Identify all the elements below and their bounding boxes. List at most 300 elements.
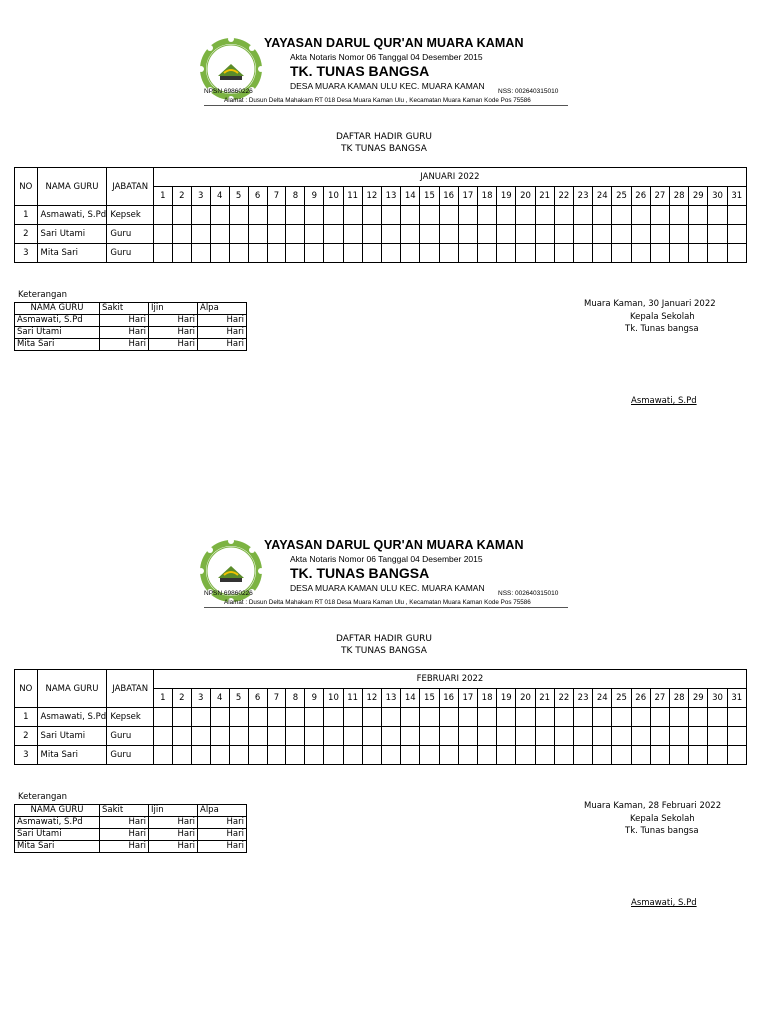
attendance-cell[interactable]	[305, 746, 324, 765]
teacher-no: 3	[15, 244, 38, 263]
attendance-cell[interactable]	[324, 727, 343, 746]
attendance-cell[interactable]	[305, 727, 324, 746]
letterhead-rule	[204, 105, 568, 106]
attendance-cell[interactable]	[497, 708, 516, 727]
attendance-cell[interactable]	[210, 244, 229, 263]
attendance-cell[interactable]	[708, 708, 727, 727]
attendance-cell[interactable]	[305, 206, 324, 225]
table-row	[15, 708, 747, 727]
document-title	[0, 131, 768, 155]
day-header: 21	[535, 187, 554, 206]
day-header: 15	[420, 187, 439, 206]
attendance-cell[interactable]	[727, 727, 746, 746]
keterangan-name: Asmawati, S.Pd	[15, 315, 100, 327]
keterangan-header-alpa: Alpa	[198, 805, 247, 817]
attendance-cell[interactable]	[554, 708, 573, 727]
day-header: 14	[401, 187, 420, 206]
attendance-cell[interactable]	[229, 206, 248, 225]
day-header: 6	[248, 187, 267, 206]
keterangan-header-sakit: Sakit	[100, 805, 149, 817]
attendance-cell[interactable]	[554, 225, 573, 244]
attendance-cell[interactable]	[689, 206, 708, 225]
attendance-cell[interactable]	[324, 244, 343, 263]
keterangan-header-row	[15, 303, 247, 315]
alpa-unit: Hari	[198, 315, 247, 327]
day-header: 7	[267, 689, 286, 708]
attendance-cell[interactable]	[172, 225, 191, 244]
teacher-position: Guru	[107, 727, 153, 746]
attendance-cell[interactable]	[362, 206, 381, 225]
attendance-cell[interactable]	[420, 746, 439, 765]
attendance-cell[interactable]	[153, 708, 172, 727]
day-header: 30	[708, 689, 727, 708]
attendance-cell[interactable]	[554, 746, 573, 765]
attendance-cell[interactable]	[458, 708, 477, 727]
attendance-cell[interactable]	[477, 225, 496, 244]
attendance-cell[interactable]	[267, 244, 286, 263]
attendance-cell[interactable]	[689, 225, 708, 244]
day-header: 1	[153, 187, 172, 206]
day-header: 10	[324, 187, 343, 206]
attendance-cell[interactable]	[362, 708, 381, 727]
school-name: TK. TUNAS BANGSA	[290, 565, 430, 581]
teacher-position: Kepsek	[107, 708, 153, 727]
attendance-cell[interactable]	[670, 244, 689, 263]
ijin-unit: Hari	[149, 327, 198, 339]
attendance-cell[interactable]	[343, 206, 362, 225]
attendance-cell[interactable]	[650, 225, 669, 244]
attendance-cell[interactable]	[191, 244, 210, 263]
day-header: 1	[153, 689, 172, 708]
attendance-cell[interactable]	[172, 727, 191, 746]
attendance-cell[interactable]	[497, 244, 516, 263]
attendance-cell[interactable]	[401, 244, 420, 263]
attendance-cell[interactable]	[381, 727, 400, 746]
attendance-cell[interactable]	[210, 206, 229, 225]
attendance-cell[interactable]	[439, 727, 458, 746]
attendance-cell[interactable]	[420, 708, 439, 727]
attendance-cell[interactable]	[229, 244, 248, 263]
attendance-cell[interactable]	[670, 708, 689, 727]
alpa-unit: Hari	[198, 339, 247, 351]
attendance-cell[interactable]	[172, 206, 191, 225]
attendance-cell[interactable]	[343, 225, 362, 244]
attendance-cell[interactable]	[497, 206, 516, 225]
day-header: 25	[612, 689, 631, 708]
attendance-cell[interactable]	[477, 708, 496, 727]
day-header: 30	[708, 187, 727, 206]
table-row	[15, 727, 747, 746]
day-header: 12	[362, 187, 381, 206]
header-month: FEBRUARI 2022	[153, 670, 746, 689]
place-date: Muara Kaman, 28 Februari 2022	[584, 801, 722, 811]
attendance-cell[interactable]	[324, 225, 343, 244]
keterangan-label: Keterangan	[18, 792, 68, 802]
attendance-cell[interactable]	[267, 206, 286, 225]
attendance-cell[interactable]	[535, 225, 554, 244]
attendance-cell[interactable]	[477, 244, 496, 263]
attendance-cell[interactable]	[689, 708, 708, 727]
attendance-cell[interactable]	[248, 746, 267, 765]
day-header: 12	[362, 689, 381, 708]
table-row	[15, 746, 747, 765]
keterangan-table	[14, 302, 247, 351]
teacher-position: Guru	[107, 225, 153, 244]
attendance-cell[interactable]	[727, 225, 746, 244]
attendance-cell[interactable]	[420, 244, 439, 263]
attendance-cell[interactable]	[612, 225, 631, 244]
attendance-cell[interactable]	[439, 708, 458, 727]
attendance-cell[interactable]	[248, 727, 267, 746]
attendance-cell[interactable]	[650, 206, 669, 225]
day-header: 24	[593, 187, 612, 206]
table-row	[15, 244, 747, 263]
attendance-cell[interactable]	[286, 727, 305, 746]
attendance-cell[interactable]	[401, 708, 420, 727]
attendance-cell[interactable]	[650, 746, 669, 765]
keterangan-name: Mita Sari	[15, 841, 100, 853]
attendance-cell[interactable]	[191, 225, 210, 244]
attendance-cell[interactable]	[593, 727, 612, 746]
attendance-cell[interactable]	[631, 244, 650, 263]
attendance-cell[interactable]	[267, 708, 286, 727]
school-name: TK. TUNAS BANGSA	[290, 63, 430, 79]
attendance-cell[interactable]	[153, 746, 172, 765]
letterhead	[196, 536, 572, 610]
attendance-cell[interactable]	[554, 244, 573, 263]
attendance-cell[interactable]	[631, 746, 650, 765]
village-line: DESA MUARA KAMAN ULU KEC. MUARA KAMAN	[290, 583, 485, 593]
address: Alamat : Dusun Delta Mahakam RT 018 Desa Muara Kaman Ulu , Kecamatan Muara Kaman Kode Pos 75586	[224, 599, 531, 606]
village-line: DESA MUARA KAMAN ULU KEC. MUARA KAMAN	[290, 81, 485, 91]
attendance-cell[interactable]	[708, 746, 727, 765]
attendance-cell[interactable]	[650, 244, 669, 263]
keterangan-header-sakit: Sakit	[100, 303, 149, 315]
attendance-cell[interactable]	[573, 746, 592, 765]
keterangan-header-row	[15, 805, 247, 817]
attendance-cell[interactable]	[458, 225, 477, 244]
day-header: 3	[191, 187, 210, 206]
attendance-cell[interactable]	[172, 746, 191, 765]
attendance-cell[interactable]	[286, 206, 305, 225]
attendance-cell[interactable]	[267, 746, 286, 765]
attendance-cell[interactable]	[458, 727, 477, 746]
attendance-cell[interactable]	[229, 708, 248, 727]
attendance-cell[interactable]	[631, 206, 650, 225]
day-header: 20	[516, 689, 535, 708]
keterangan-header-name: NAMA GURU	[15, 805, 100, 817]
notary-deed: Akta Notaris Nomor 06 Tanggal 04 Desember 2015	[290, 52, 483, 62]
attendance-cell[interactable]	[362, 244, 381, 263]
teacher-position: Guru	[107, 244, 153, 263]
teacher-no: 1	[15, 708, 38, 727]
attendance-cell[interactable]	[650, 727, 669, 746]
attendance-cell[interactable]	[439, 746, 458, 765]
attendance-cell[interactable]	[458, 206, 477, 225]
attendance-cell[interactable]	[612, 244, 631, 263]
attendance-cell[interactable]	[305, 225, 324, 244]
attendance-cell[interactable]	[477, 746, 496, 765]
title-line-2: TK TUNAS BANGSA	[341, 646, 427, 656]
attendance-cell[interactable]	[362, 727, 381, 746]
attendance-cell[interactable]	[248, 708, 267, 727]
attendance-cell[interactable]	[153, 727, 172, 746]
attendance-cell[interactable]	[727, 708, 746, 727]
day-header: 5	[229, 689, 248, 708]
header-no: NO	[15, 670, 38, 708]
foundation-name: YAYASAN DARUL QUR'AN MUARA KAMAN	[264, 36, 524, 50]
attendance-cell[interactable]	[229, 225, 248, 244]
attendance-cell[interactable]	[305, 708, 324, 727]
attendance-cell[interactable]	[439, 225, 458, 244]
keterangan-row	[15, 327, 247, 339]
attendance-cell[interactable]	[191, 708, 210, 727]
alpa-unit: Hari	[198, 817, 247, 829]
attendance-cell[interactable]	[516, 746, 535, 765]
attendance-cell[interactable]	[670, 225, 689, 244]
day-header: 28	[670, 689, 689, 708]
alpa-unit: Hari	[198, 327, 247, 339]
teacher-position: Kepsek	[107, 206, 153, 225]
attendance-cell[interactable]	[458, 244, 477, 263]
day-header: 28	[670, 187, 689, 206]
signatory-name: Asmawati, S.Pd	[631, 898, 697, 908]
day-header: 7	[267, 187, 286, 206]
nss: NSS: 002640315010	[498, 590, 559, 597]
attendance-cell[interactable]	[593, 244, 612, 263]
attendance-cell[interactable]	[286, 708, 305, 727]
attendance-cell[interactable]	[324, 206, 343, 225]
header-no: NO	[15, 168, 38, 206]
attendance-cell[interactable]	[324, 708, 343, 727]
attendance-cell[interactable]	[689, 244, 708, 263]
attendance-cell[interactable]	[727, 244, 746, 263]
attendance-cell[interactable]	[362, 225, 381, 244]
attendance-cell[interactable]	[401, 225, 420, 244]
day-header: 26	[631, 187, 650, 206]
day-header: 9	[305, 689, 324, 708]
day-header: 16	[439, 187, 458, 206]
attendance-cell[interactable]	[650, 708, 669, 727]
day-header: 19	[497, 689, 516, 708]
attendance-cell[interactable]	[191, 746, 210, 765]
attendance-cell[interactable]	[305, 244, 324, 263]
attendance-cell[interactable]	[381, 206, 400, 225]
attendance-cell[interactable]	[229, 746, 248, 765]
attendance-cell[interactable]	[593, 206, 612, 225]
attendance-cell[interactable]	[362, 746, 381, 765]
keterangan-label: Keterangan	[18, 290, 68, 300]
attendance-cell[interactable]	[191, 206, 210, 225]
attendance-cell[interactable]	[573, 206, 592, 225]
sakit-unit: Hari	[100, 327, 149, 339]
address: Alamat : Dusun Delta Mahakam RT 018 Desa Muara Kaman Ulu , Kecamatan Muara Kaman Kode Pos 75586	[224, 97, 531, 104]
attendance-cell[interactable]	[535, 206, 554, 225]
day-header: 18	[477, 689, 496, 708]
attendance-cell[interactable]	[612, 746, 631, 765]
attendance-cell[interactable]	[516, 225, 535, 244]
attendance-cell[interactable]	[497, 746, 516, 765]
attendance-cell[interactable]	[497, 225, 516, 244]
attendance-cell[interactable]	[248, 225, 267, 244]
attendance-cell[interactable]	[516, 244, 535, 263]
day-header: 2	[172, 689, 191, 708]
day-header: 22	[554, 187, 573, 206]
table-row	[15, 206, 747, 225]
teacher-name: Asmawati, S.Pd	[37, 206, 107, 225]
attendance-cell[interactable]	[612, 727, 631, 746]
attendance-cell[interactable]	[516, 727, 535, 746]
teacher-name: Sari Utami	[37, 225, 107, 244]
npsn: NPSN 69860226	[204, 88, 253, 95]
attendance-cell[interactable]	[708, 727, 727, 746]
attendance-cell[interactable]	[535, 727, 554, 746]
nss: NSS: 002640315010	[498, 88, 559, 95]
alpa-unit: Hari	[198, 829, 247, 841]
place-date: Muara Kaman, 30 Januari 2022	[584, 299, 716, 309]
attendance-cell[interactable]	[420, 206, 439, 225]
attendance-cell[interactable]	[477, 727, 496, 746]
day-header: 31	[727, 689, 746, 708]
attendance-cell[interactable]	[631, 727, 650, 746]
attendance-cell[interactable]	[439, 244, 458, 263]
attendance-cell[interactable]	[631, 708, 650, 727]
attendance-cell[interactable]	[343, 708, 362, 727]
attendance-cell[interactable]	[172, 244, 191, 263]
header-name: NAMA GURU	[37, 670, 107, 708]
teacher-name: Sari Utami	[37, 727, 107, 746]
attendance-cell[interactable]	[573, 727, 592, 746]
letterhead-rule	[204, 607, 568, 608]
notary-deed: Akta Notaris Nomor 06 Tanggal 04 Desember 2015	[290, 554, 483, 564]
attendance-cell[interactable]	[381, 708, 400, 727]
day-header: 4	[210, 187, 229, 206]
attendance-cell[interactable]	[708, 206, 727, 225]
attendance-cell[interactable]	[381, 746, 400, 765]
attendance-cell[interactable]	[286, 244, 305, 263]
attendance-cell[interactable]	[593, 746, 612, 765]
day-header: 14	[401, 689, 420, 708]
header-row	[15, 168, 747, 187]
attendance-cell[interactable]	[420, 727, 439, 746]
attendance-cell[interactable]	[516, 206, 535, 225]
attendance-cell[interactable]	[612, 708, 631, 727]
day-header: 24	[593, 689, 612, 708]
attendance-cell[interactable]	[439, 206, 458, 225]
attendance-cell[interactable]	[689, 727, 708, 746]
attendance-cell[interactable]	[153, 206, 172, 225]
day-header: 22	[554, 689, 573, 708]
attendance-cell[interactable]	[458, 746, 477, 765]
teacher-no: 3	[15, 746, 38, 765]
attendance-cell[interactable]	[612, 206, 631, 225]
attendance-cell[interactable]	[420, 225, 439, 244]
attendance-cell[interactable]	[210, 727, 229, 746]
attendance-cell[interactable]	[381, 225, 400, 244]
attendance-cell[interactable]	[153, 225, 172, 244]
attendance-cell[interactable]	[573, 225, 592, 244]
keterangan-row	[15, 829, 247, 841]
attendance-cell[interactable]	[535, 244, 554, 263]
attendance-cell[interactable]	[267, 225, 286, 244]
day-header: 13	[381, 689, 400, 708]
attendance-cell[interactable]	[229, 727, 248, 746]
signatory-school: Tk. Tunas bangsa	[625, 324, 699, 334]
attendance-cell[interactable]	[497, 727, 516, 746]
attendance-cell[interactable]	[593, 225, 612, 244]
day-header: 31	[727, 187, 746, 206]
attendance-cell[interactable]	[670, 746, 689, 765]
attendance-cell[interactable]	[516, 708, 535, 727]
day-header: 27	[650, 689, 669, 708]
attendance-cell[interactable]	[248, 244, 267, 263]
attendance-cell[interactable]	[343, 746, 362, 765]
header-name: NAMA GURU	[37, 168, 107, 206]
attendance-cell[interactable]	[535, 746, 554, 765]
attendance-cell[interactable]	[593, 708, 612, 727]
attendance-cell[interactable]	[343, 244, 362, 263]
attendance-cell[interactable]	[210, 708, 229, 727]
attendance-cell[interactable]	[554, 727, 573, 746]
attendance-cell[interactable]	[191, 727, 210, 746]
day-header: 3	[191, 689, 210, 708]
attendance-cell[interactable]	[401, 206, 420, 225]
attendance-cell[interactable]	[286, 746, 305, 765]
attendance-cell[interactable]	[477, 206, 496, 225]
letterhead	[196, 34, 572, 108]
attendance-cell[interactable]	[573, 708, 592, 727]
attendance-cell[interactable]	[324, 746, 343, 765]
attendance-cell[interactable]	[727, 206, 746, 225]
teacher-name: Mita Sari	[37, 244, 107, 263]
attendance-cell[interactable]	[689, 746, 708, 765]
day-header: 21	[535, 689, 554, 708]
signatory-school: Tk. Tunas bangsa	[625, 826, 699, 836]
teacher-no: 2	[15, 727, 38, 746]
attendance-cell[interactable]	[210, 225, 229, 244]
attendance-cell[interactable]	[670, 727, 689, 746]
alpa-unit: Hari	[198, 841, 247, 853]
header-row	[15, 670, 747, 689]
day-header: 11	[343, 187, 362, 206]
attendance-cell[interactable]	[631, 225, 650, 244]
attendance-cell[interactable]	[381, 244, 400, 263]
attendance-cell[interactable]	[670, 206, 689, 225]
attendance-cell[interactable]	[401, 727, 420, 746]
day-header: 16	[439, 689, 458, 708]
attendance-cell[interactable]	[535, 708, 554, 727]
attendance-cell[interactable]	[267, 727, 286, 746]
attendance-cell[interactable]	[708, 225, 727, 244]
attendance-cell[interactable]	[172, 708, 191, 727]
attendance-cell[interactable]	[343, 727, 362, 746]
attendance-cell[interactable]	[153, 244, 172, 263]
attendance-cell[interactable]	[401, 746, 420, 765]
ijin-unit: Hari	[149, 315, 198, 327]
attendance-cell[interactable]	[708, 244, 727, 263]
table-row	[15, 225, 747, 244]
header-position: JABATAN	[107, 670, 153, 708]
day-header: 13	[381, 187, 400, 206]
attendance-cell[interactable]	[248, 206, 267, 225]
attendance-cell[interactable]	[210, 746, 229, 765]
attendance-cell[interactable]	[573, 244, 592, 263]
sakit-unit: Hari	[100, 315, 149, 327]
attendance-cell[interactable]	[554, 206, 573, 225]
day-header: 8	[286, 689, 305, 708]
attendance-cell[interactable]	[727, 746, 746, 765]
attendance-cell[interactable]	[286, 225, 305, 244]
